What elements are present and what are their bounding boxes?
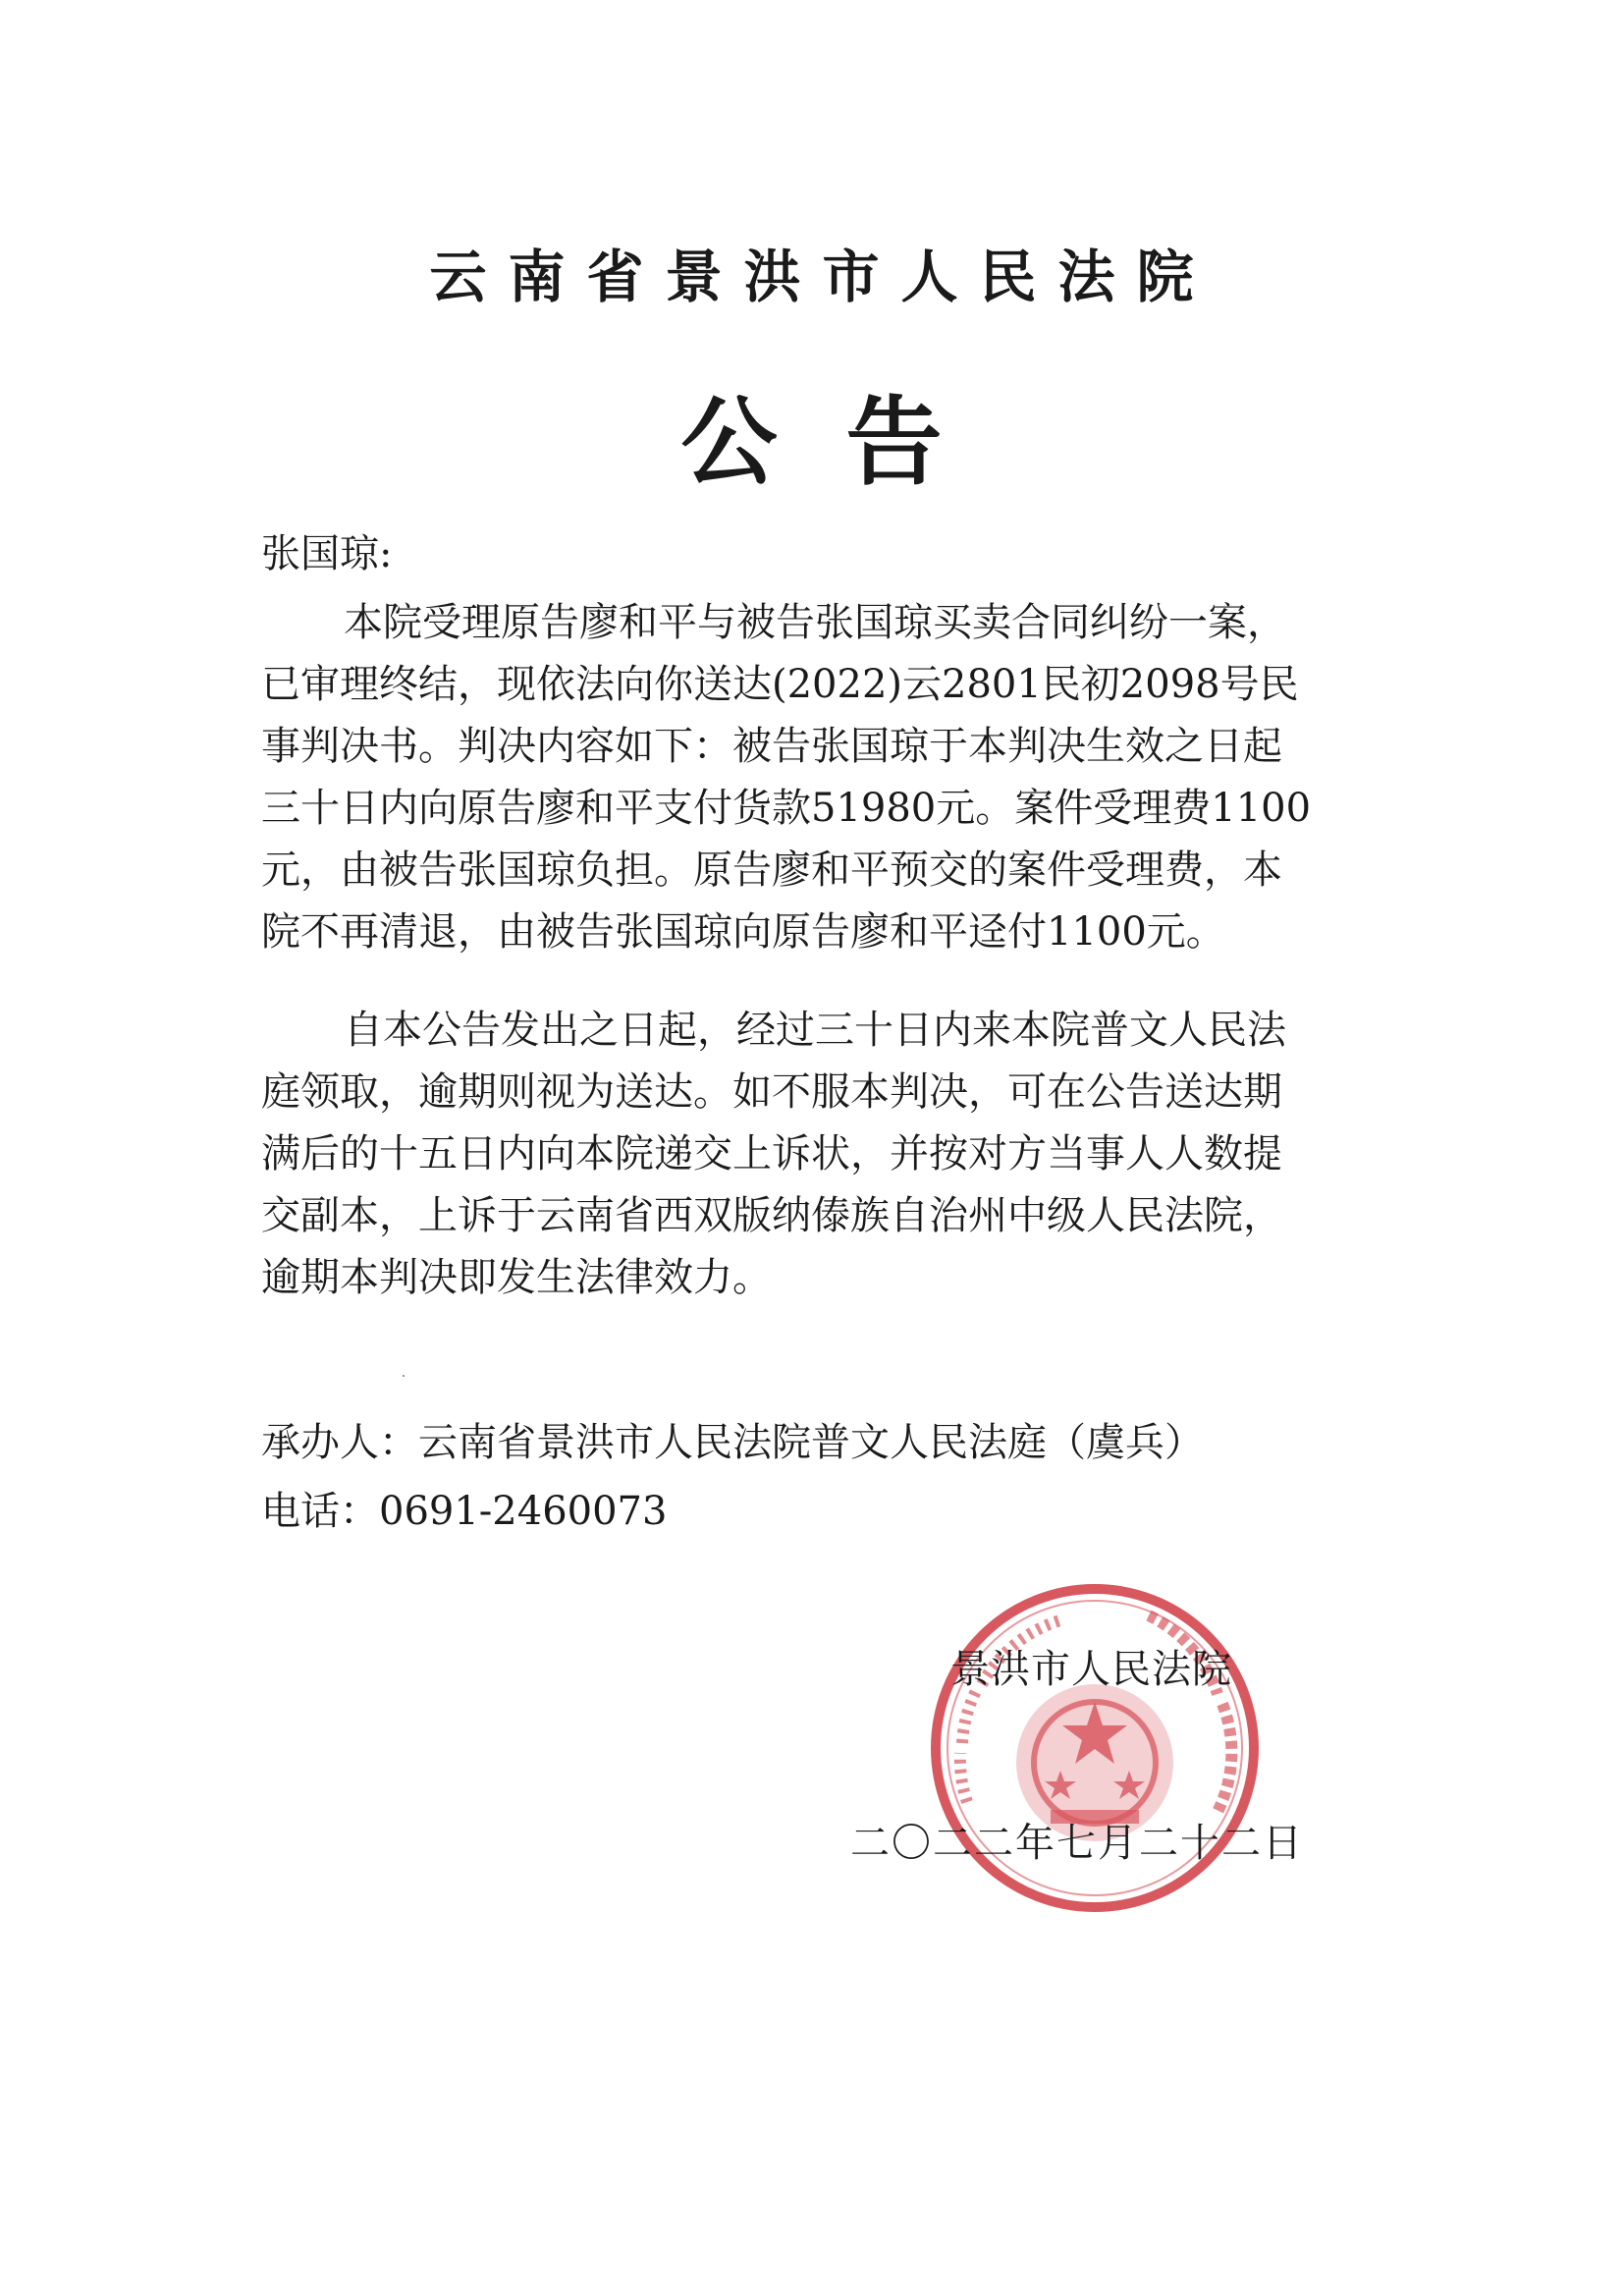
- body-line-10: 交副本，上诉于云南省西双版纳傣族自治州中级人民法院，: [261, 1193, 1282, 1238]
- body-line-5: 元，由被告张国琼负担。原告廖和平预交的案件受理费，本: [261, 847, 1282, 893]
- scan-speck: [403, 1375, 405, 1377]
- addressee: 张国琼:: [261, 531, 393, 576]
- signature-court-name: 景洪市人民法院: [950, 1647, 1232, 1692]
- body-line-7: 自本公告发出之日起，经过三十日内来本院普文人民法: [344, 1008, 1286, 1053]
- body-line-4: 三十日内向原告廖和平支付货款51980元。案件受理费1100: [261, 786, 1312, 831]
- handler-line: 承办人：云南省景洪市人民法院普文人民法庭（虞兵）: [261, 1420, 1204, 1465]
- body-line-8: 庭领取，逾期则视为送达。如不服本判决，可在公告送达期: [261, 1069, 1282, 1115]
- body-line-1: 本院受理原告廖和平与被告张国琼买卖合同纠纷一案，: [344, 600, 1286, 645]
- phone-line: 电话：0691-2460073: [261, 1489, 668, 1534]
- court-seal: [923, 1576, 1267, 1920]
- body-line-9: 满后的十五日内向本院递交上诉状，并按对方当事人人数提: [261, 1131, 1282, 1176]
- body-line-3: 事判决书。判决内容如下：被告张国琼于本判决生效之日起: [261, 724, 1282, 769]
- body-line-6: 院不再清退，由被告张国琼向原告廖和平迳付1100元。: [261, 909, 1225, 955]
- body-line-11: 逾期本判决即发生法律效力。: [261, 1255, 772, 1300]
- body-line-2: 已审理终结，现依法向你送达(2022)云2801民初2098号民: [261, 662, 1299, 707]
- notice-title: 公告: [680, 387, 1011, 499]
- court-name-heading: 云南省景洪市人民法院: [429, 244, 1216, 310]
- signature-date: 二〇二二年七月二十二日: [850, 1821, 1304, 1866]
